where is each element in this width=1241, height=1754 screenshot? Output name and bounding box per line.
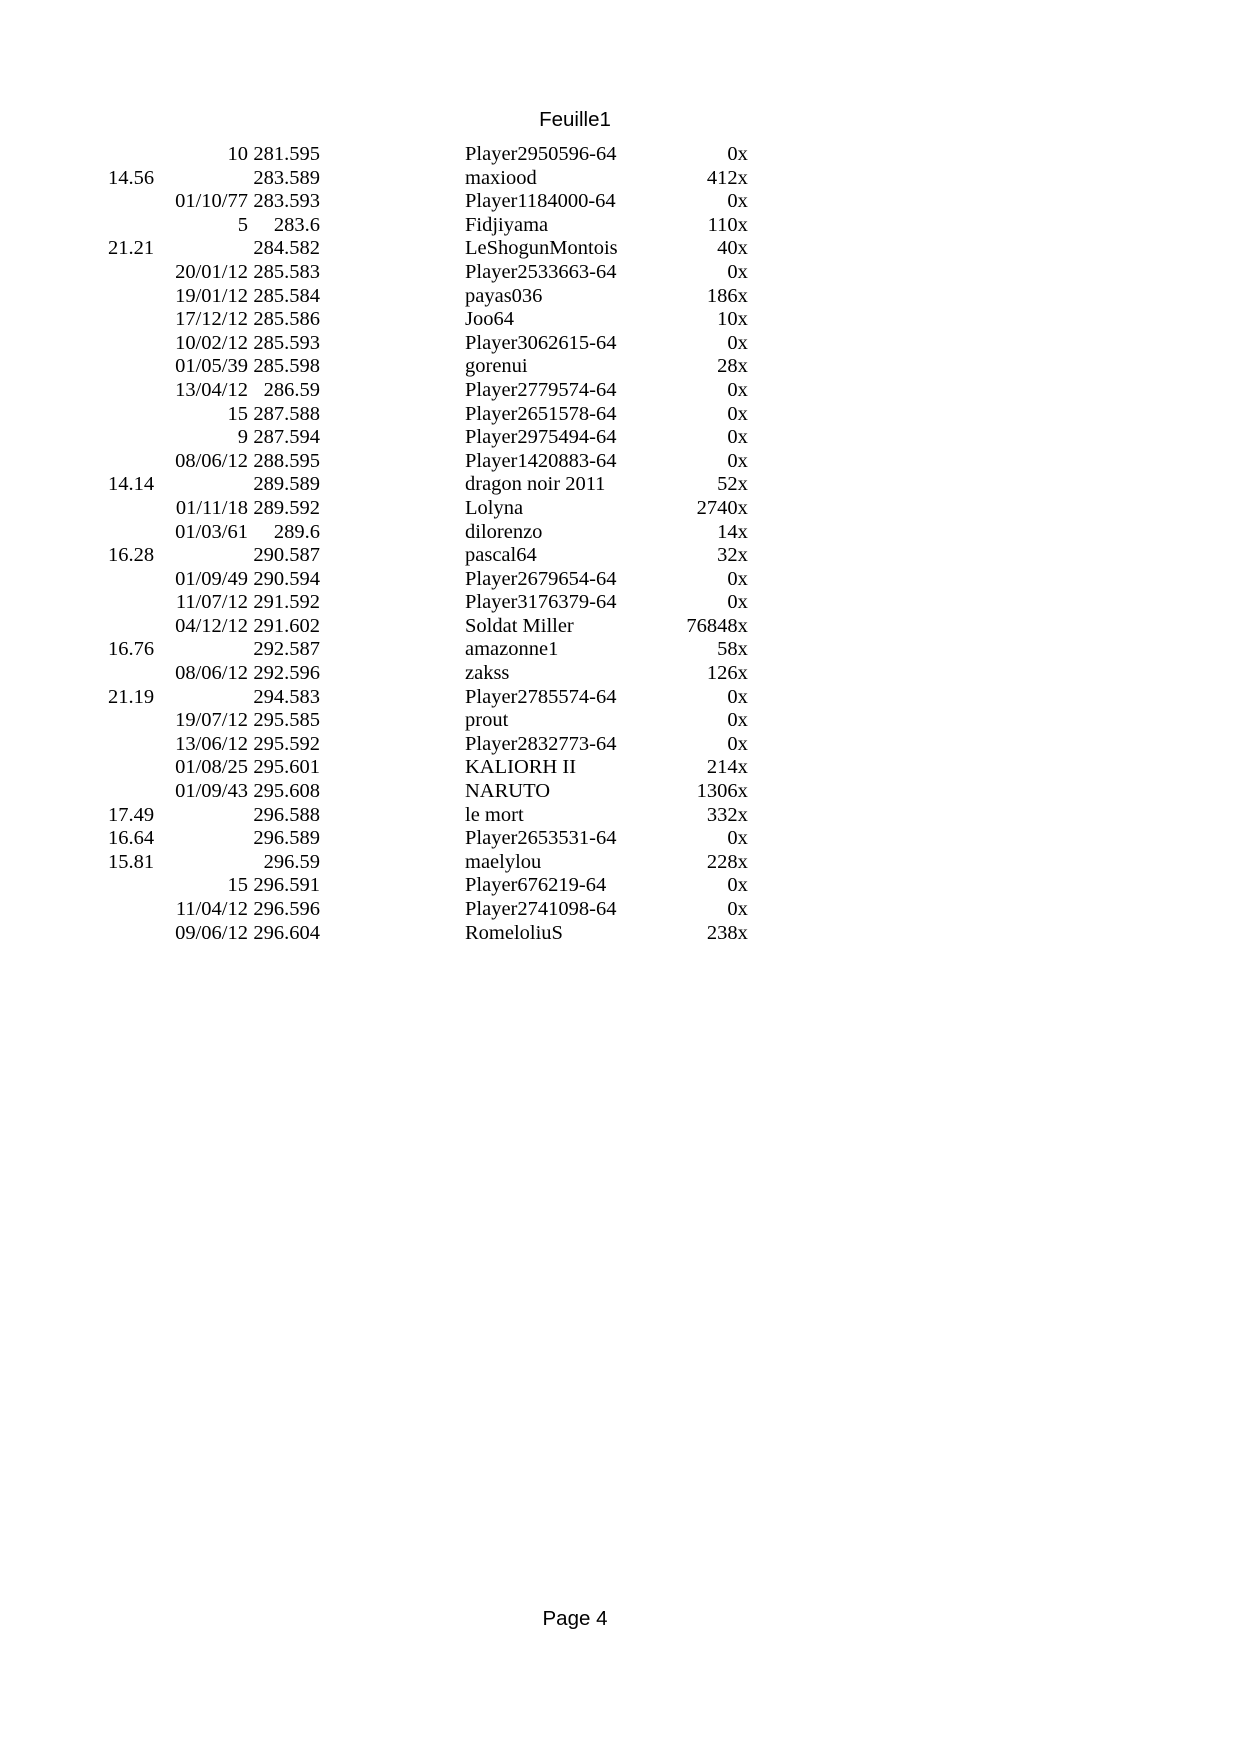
cell-spacer — [320, 426, 465, 450]
table-row — [108, 709, 848, 733]
cell-player-name: Player2741098-64 — [465, 898, 617, 920]
cell-flag-mark: x — [737, 662, 748, 685]
cell-index-value: 01/09/49 — [175, 567, 248, 590]
cell-player-name: NARUTO — [465, 780, 551, 803]
cell-flag-mark: x — [737, 520, 748, 543]
cell-player-name: Player1184000-64 — [465, 190, 616, 213]
spreadsheet-table — [108, 143, 848, 945]
cell-score-value: 0 — [727, 874, 738, 897]
cell-time-value: 287.588 — [253, 402, 320, 425]
cell-time-value: 292.587 — [253, 638, 320, 661]
cell-time-value: 295.592 — [253, 732, 320, 755]
cell-index-value: 19/01/12 — [175, 284, 248, 307]
cell-player-name: Fidjiyama — [465, 213, 549, 236]
cell-flag-mark: x — [737, 426, 748, 449]
cell-index-value: 10 — [227, 143, 248, 165]
cell-index-value: 09/06/12 — [175, 921, 248, 944]
cell-player-name: maxiood — [465, 166, 537, 189]
cell-flag-mark: x — [737, 449, 748, 472]
cell-spacer — [320, 308, 465, 332]
cell-score-value: 214 — [706, 756, 738, 779]
cell-flag-mark: x — [737, 827, 748, 850]
cell-spacer — [320, 214, 465, 238]
table-row — [108, 261, 848, 285]
table-row — [108, 473, 848, 497]
cell-index-value: 01/05/39 — [175, 355, 248, 378]
cell-player-name: payas036 — [465, 284, 543, 307]
cell-index-value: 16.28 — [108, 544, 155, 567]
cell-player-name: Player2779574-64 — [465, 378, 617, 401]
cell-score-value: 0 — [727, 709, 738, 732]
cell-spacer — [320, 403, 465, 427]
table-row — [108, 521, 848, 545]
cell-player-name: dilorenzo — [465, 520, 543, 543]
cell-player-name: Player2950596-64 — [465, 143, 617, 165]
cell-time-value: 295.608 — [253, 780, 320, 803]
cell-player-name: Player3176379-64 — [465, 591, 617, 614]
table-row — [108, 426, 848, 450]
table-row — [108, 686, 848, 710]
cell-index-value: 9 — [237, 426, 248, 449]
cell-flag-mark: x — [737, 591, 748, 614]
cell-spacer — [320, 379, 465, 403]
cell-spacer — [320, 804, 465, 828]
cell-flag-mark: x — [737, 544, 748, 567]
cell-time-value: 290.594 — [253, 567, 320, 590]
cell-index-value: 04/12/12 — [175, 614, 248, 637]
cell-index-value: 15 — [227, 874, 248, 897]
cell-score-value: 0 — [727, 331, 738, 354]
table-row — [108, 544, 848, 568]
cell-spacer — [320, 874, 465, 898]
cell-index-value: 01/08/25 — [175, 756, 248, 779]
cell-spacer — [320, 544, 465, 568]
cell-time-value: 296.589 — [253, 827, 320, 850]
cell-time-value: 283.593 — [253, 190, 320, 213]
cell-spacer — [320, 568, 465, 592]
cell-index-value: 01/03/61 — [175, 520, 248, 543]
cell-flag-mark: x — [737, 308, 748, 331]
cell-score-value: 52 — [717, 473, 738, 496]
cell-time-value: 285.584 — [253, 284, 320, 307]
cell-flag-mark: x — [737, 756, 748, 779]
table-row — [108, 332, 848, 356]
cell-score-value: 76848 — [686, 614, 738, 637]
cell-player-name: Player3062615-64 — [465, 331, 617, 354]
cell-time-value: 296.604 — [253, 921, 320, 944]
cell-time-value: 283.589 — [253, 166, 320, 189]
cell-flag-mark: x — [737, 213, 748, 236]
cell-time-value: 281.595 — [253, 143, 320, 165]
cell-score-value: 58 — [717, 638, 738, 661]
cell-index-value: 01/11/18 — [175, 496, 248, 519]
table-row — [108, 615, 848, 639]
cell-player-name: maelylou — [465, 850, 542, 873]
cell-time-value: 290.587 — [253, 544, 320, 567]
cell-player-name: Player2679654-64 — [465, 567, 617, 590]
cell-index-value: 10/02/12 — [175, 331, 248, 354]
table-row — [108, 167, 848, 191]
cell-flag-mark: x — [737, 190, 748, 213]
cell-index-value: 11/04/12 — [175, 898, 248, 920]
cell-time-value: 295.585 — [253, 709, 320, 732]
cell-score-value: 0 — [727, 260, 738, 283]
sheet-title: Feuille1 — [539, 108, 611, 131]
cell-time-value: 285.598 — [253, 355, 320, 378]
cell-spacer — [320, 615, 465, 639]
table-row — [108, 756, 848, 780]
cell-score-value: 0 — [727, 591, 738, 614]
cell-player-name: Player1420883-64 — [465, 449, 617, 472]
cell-player-name: Player2533663-64 — [465, 260, 617, 283]
cell-score-value: 28 — [717, 355, 738, 378]
cell-player-name: Soldat Miller — [465, 614, 574, 637]
table-row — [108, 874, 848, 898]
cell-score-value: 186 — [706, 284, 738, 307]
cell-spacer — [320, 756, 465, 780]
table-body — [108, 143, 848, 945]
cell-player-name: LeShogunMontois — [465, 237, 618, 260]
table-row — [108, 827, 848, 851]
cell-player-name: Player2651578-64 — [465, 402, 617, 425]
cell-spacer — [320, 497, 465, 521]
table-row — [108, 591, 848, 615]
cell-player-name: dragon noir 2011 — [465, 473, 606, 496]
cell-score-value: 110 — [707, 213, 738, 236]
cell-index-value: 01/10/77 — [175, 190, 248, 213]
cell-score-value: 0 — [727, 449, 738, 472]
cell-score-value: 126 — [706, 662, 738, 685]
cell-time-value: 296.588 — [253, 803, 320, 826]
cell-spacer — [320, 167, 465, 191]
cell-flag-mark: x — [737, 874, 748, 897]
cell-flag-mark: x — [737, 473, 748, 496]
cell-spacer — [320, 922, 465, 946]
cell-score-value: 40 — [717, 237, 738, 260]
cell-player-name: Player676219-64 — [465, 874, 607, 897]
cell-player-name: Lolyna — [465, 496, 524, 519]
cell-spacer — [320, 591, 465, 615]
cell-index-value: 20/01/12 — [175, 260, 248, 283]
table-row — [108, 851, 848, 875]
cell-spacer — [320, 780, 465, 804]
table-row — [108, 285, 848, 309]
cell-time-value: 291.602 — [253, 614, 320, 637]
cell-score-value: 0 — [727, 378, 738, 401]
cell-score-value: 10 — [717, 308, 738, 331]
cell-score-value: 0 — [727, 143, 738, 165]
cell-flag-mark: x — [737, 143, 748, 165]
cell-flag-mark: x — [737, 732, 748, 755]
cell-score-value: 14 — [717, 520, 738, 543]
cell-spacer — [320, 332, 465, 356]
page-footer: Page 4 — [542, 1607, 608, 1630]
cell-flag-mark: x — [737, 355, 748, 378]
cell-time-value: 287.594 — [253, 426, 320, 449]
table-row — [108, 379, 848, 403]
cell-index-value: 13/06/12 — [175, 732, 248, 755]
cell-spacer — [320, 143, 465, 167]
cell-spacer — [320, 898, 465, 922]
table-row — [108, 450, 848, 474]
cell-player-name: gorenui — [465, 355, 528, 378]
cell-time-value: 296.591 — [253, 874, 320, 897]
table-row — [108, 355, 848, 379]
cell-player-name: Player2832773-64 — [465, 732, 617, 755]
cell-index-value: 21.19 — [108, 685, 155, 708]
table-row — [108, 922, 848, 946]
table-row — [108, 190, 848, 214]
cell-time-value: 289.6 — [273, 520, 320, 543]
cell-spacer — [320, 285, 465, 309]
cell-spacer — [320, 638, 465, 662]
cell-index-value: 15 — [227, 402, 248, 425]
cell-time-value: 286.59 — [263, 378, 320, 401]
cell-score-value: 0 — [727, 685, 738, 708]
cell-flag-mark: x — [737, 567, 748, 590]
table-row — [108, 497, 848, 521]
cell-spacer — [320, 450, 465, 474]
cell-flag-mark: x — [737, 614, 748, 637]
cell-spacer — [320, 355, 465, 379]
cell-score-value: 32 — [717, 544, 738, 567]
cell-flag-mark: x — [737, 331, 748, 354]
cell-score-value: 0 — [727, 426, 738, 449]
cell-spacer — [320, 686, 465, 710]
cell-player-name: Joo64 — [465, 308, 514, 331]
cell-score-value: 412 — [706, 166, 738, 189]
table-row — [108, 662, 848, 686]
cell-spacer — [320, 851, 465, 875]
cell-score-value: 0 — [727, 567, 738, 590]
cell-time-value: 291.592 — [253, 591, 320, 614]
cell-player-name: amazonne1 — [465, 638, 559, 661]
cell-spacer — [320, 709, 465, 733]
cell-flag-mark: x — [737, 402, 748, 425]
cell-flag-mark: x — [737, 378, 748, 401]
cell-time-value: 295.601 — [253, 756, 320, 779]
cell-spacer — [320, 733, 465, 757]
cell-index-value: 08/06/12 — [175, 449, 248, 472]
cell-player-name: zakss — [465, 662, 510, 685]
cell-score-value: 0 — [727, 190, 738, 213]
cell-time-value: 285.586 — [253, 308, 320, 331]
cell-flag-mark: x — [737, 260, 748, 283]
cell-index-value: 16.76 — [108, 638, 155, 661]
cell-index-value: 14.56 — [108, 166, 155, 189]
cell-player-name: KALIORH II — [465, 756, 577, 779]
cell-flag-mark: x — [737, 803, 748, 826]
cell-player-name: pascal64 — [465, 544, 537, 567]
cell-index-value: 13/04/12 — [175, 378, 248, 401]
table-row — [108, 804, 848, 828]
table-row — [108, 308, 848, 332]
cell-score-value: 0 — [727, 898, 738, 920]
cell-time-value: 296.59 — [263, 850, 320, 873]
cell-flag-mark: x — [737, 850, 748, 873]
cell-index-value: 17/12/12 — [175, 308, 248, 331]
cell-spacer — [320, 473, 465, 497]
cell-score-value: 0 — [727, 732, 738, 755]
cell-index-value: 21.21 — [108, 237, 155, 260]
cell-spacer — [320, 827, 465, 851]
table-row — [108, 143, 848, 167]
cell-flag-mark: x — [737, 898, 748, 920]
cell-time-value: 296.596 — [253, 898, 320, 920]
cell-flag-mark: x — [737, 780, 748, 803]
cell-time-value: 285.593 — [253, 331, 320, 354]
table-row — [108, 780, 848, 804]
cell-spacer — [320, 662, 465, 686]
cell-flag-mark: x — [737, 638, 748, 661]
cell-time-value: 292.596 — [253, 662, 320, 685]
cell-player-name: Player2653531-64 — [465, 827, 617, 850]
table-row — [108, 403, 848, 427]
cell-time-value: 294.583 — [253, 685, 320, 708]
cell-score-value: 2740 — [696, 496, 738, 519]
cell-player-name: RomeloliuS — [465, 921, 563, 944]
cell-score-value: 238 — [706, 921, 738, 944]
cell-flag-mark: x — [737, 496, 748, 519]
cell-spacer — [320, 261, 465, 285]
cell-flag-mark: x — [737, 709, 748, 732]
cell-index-value: 01/09/43 — [175, 780, 248, 803]
cell-score-value: 0 — [727, 827, 738, 850]
cell-index-value: 11/07/12 — [175, 591, 248, 614]
cell-index-value: 08/06/12 — [175, 662, 248, 685]
cell-time-value: 284.582 — [253, 237, 320, 260]
cell-flag-mark: x — [737, 284, 748, 307]
cell-score-value: 332 — [706, 803, 738, 826]
cell-flag-mark: x — [737, 237, 748, 260]
table-row — [108, 638, 848, 662]
cell-index-value: 5 — [237, 213, 248, 236]
cell-index-value: 16.64 — [108, 827, 155, 850]
cell-score-value: 0 — [727, 402, 738, 425]
cell-index-value: 17.49 — [108, 803, 155, 826]
cell-score-value: 228 — [706, 850, 738, 873]
cell-flag-mark: x — [737, 685, 748, 708]
cell-player-name: prout — [465, 709, 509, 732]
table-row — [108, 898, 848, 922]
cell-index-value: 19/07/12 — [175, 709, 248, 732]
cell-score-value: 1306 — [696, 780, 738, 803]
cell-time-value: 285.583 — [253, 260, 320, 283]
cell-time-value: 289.589 — [253, 473, 320, 496]
cell-time-value: 289.592 — [253, 496, 320, 519]
table-row — [108, 568, 848, 592]
cell-flag-mark: x — [737, 166, 748, 189]
table-row — [108, 214, 848, 238]
cell-player-name: Player2785574-64 — [465, 685, 617, 708]
table-row — [108, 237, 848, 261]
cell-spacer — [320, 237, 465, 261]
cell-player-name: Player2975494-64 — [465, 426, 617, 449]
cell-spacer — [320, 521, 465, 545]
cell-player-name: le mort — [465, 803, 524, 826]
cell-spacer — [320, 190, 465, 214]
cell-time-value: 288.595 — [253, 449, 320, 472]
cell-time-value: 283.6 — [273, 213, 320, 236]
table-row — [108, 733, 848, 757]
cell-index-value: 14.14 — [108, 473, 155, 496]
cell-flag-mark: x — [737, 921, 748, 944]
cell-index-value: 15.81 — [108, 850, 155, 873]
